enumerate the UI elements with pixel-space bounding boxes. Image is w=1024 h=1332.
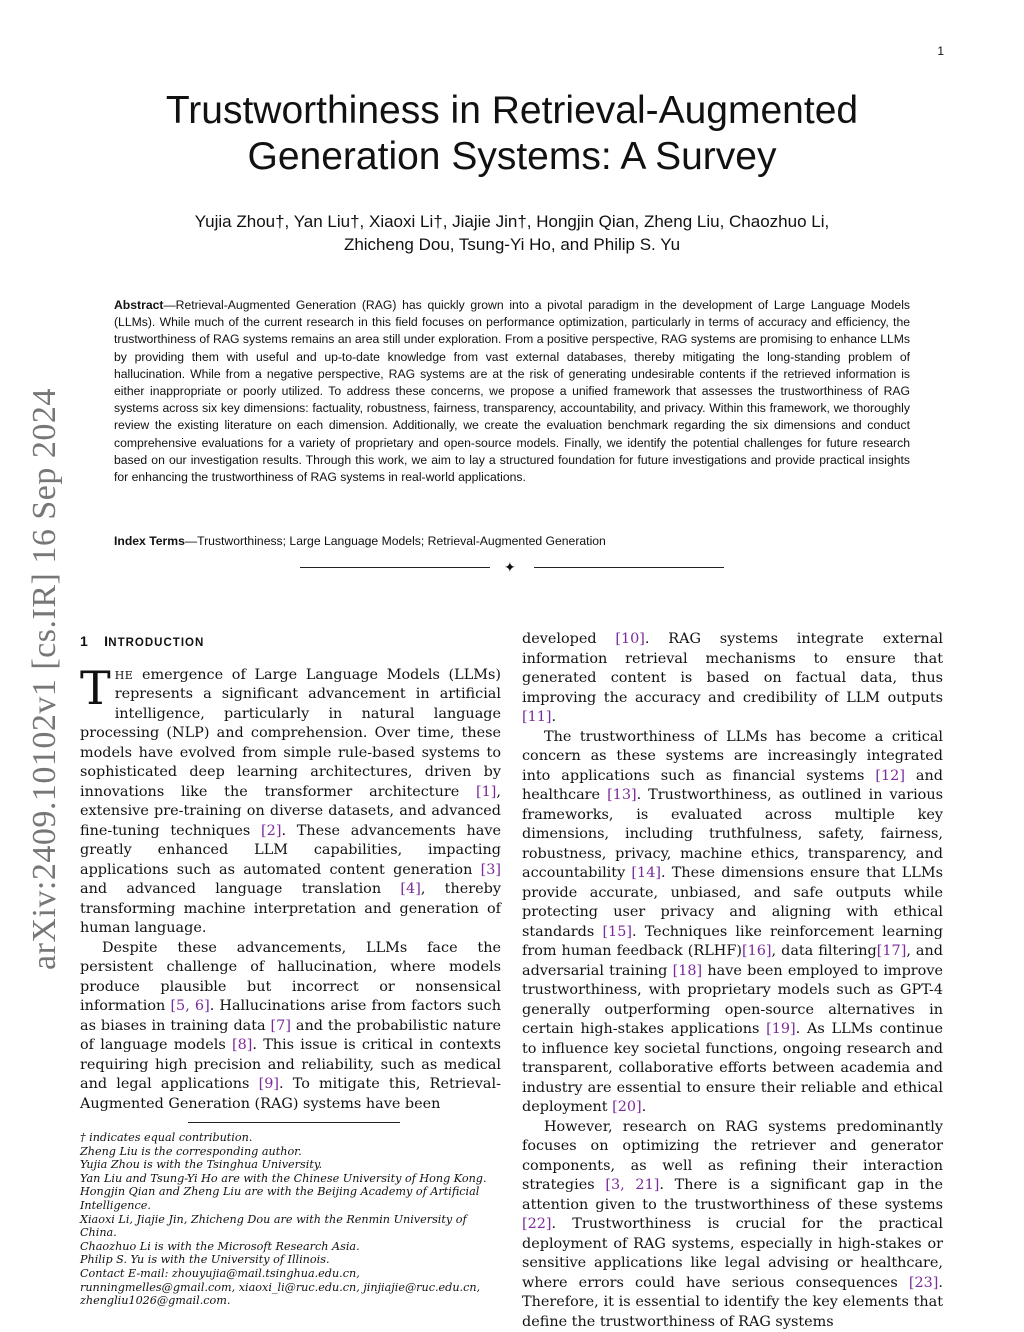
citation-link[interactable]: [12] — [875, 768, 905, 784]
abstract-text: —Retrieval-Augmented Generation (RAG) has quickly grown into a pivotal paradigm in the development of Large Language Models (LLMs). While much of the current research in this field focuses on performance optimization, particularly in terms of accuracy and efficiency, the trustworthiness of RAG systems remains an area still under exploration. From a positive perspective, RAG systems are promising to enhance LLMs by providing them with useful and up-to-date knowledge from vast external databases, thereby mitigating the long-standing problem of hallucination. While from a negative perspective, RAG systems are at the risk of generating undesirable contents if the retrieved information is either inappropriate or poorly utilized. To address these concerns, we propose a unified framework that assesses the trustworthiness of RAG systems across six key dimensions: factuality, robustness, fairness, transparency, accountability, and privacy. Within this framework, we thoroughly review the existing literature on each dimension. Additionally, we create the evaluation benchmark regarding the six dimensions and conduct comprehensive evaluations for a variety of proprietary and open-source models. Finally, we identify the potential challenges for future research based on our investigation results. Through this work, we aim to lay a structured foundation for future investigations and provide practical insights for enhancing the trustworthiness of RAG systems in real-world applications. — [114, 298, 910, 484]
citation-link[interactable]: [20] — [612, 1099, 642, 1115]
text-span: . — [552, 709, 557, 725]
footnote: Yujia Zhou is with the Tsinghua University. — [80, 1158, 501, 1172]
citation-link[interactable]: [19] — [766, 1021, 796, 1037]
citation-link[interactable]: [3] — [481, 862, 501, 878]
text-span: . To mitigate this, Retrieval-Augmented Generation (RAG) systems have been — [80, 1076, 501, 1112]
citation-link[interactable]: [22] — [522, 1216, 552, 1232]
text-span: . Trustworthiness is crucial for the practical deployment of RAG systems, especially in high-stakes or sensitive applications like legal advising or healthcare, where errors could have serious consequences — [522, 1216, 943, 1291]
text-span: emergence of Large Language Models (LLMs) represents a significant advancement in artificial intelligence, particularly in natural language processing (NLP) and comprehension. Over time, these models have evolved from simple rule-based systems to sophisticated deep learning architectures, driven by innovations like the transformer architecture — [80, 667, 501, 800]
text-span: developed — [522, 631, 615, 647]
text-span: The trustworthiness of LLMs has become a critical concern as these systems are increasingly integrated into applications such as financial systems — [522, 729, 943, 784]
citation-link[interactable]: [11] — [522, 709, 552, 725]
citation-link[interactable]: [14] — [631, 865, 661, 881]
citation-link[interactable]: [7] — [271, 1018, 291, 1034]
smallcaps-start: HE — [115, 669, 134, 682]
text-span: . Therefore, it is essential to identify the key elements that define the trustworthiness of RAG systems — [522, 1275, 943, 1330]
citation-link[interactable]: [9] — [259, 1076, 279, 1092]
index-terms-text: —Trustworthiness; Large Language Models; Retrieval-Augmented Generation — [185, 534, 606, 548]
authors-line-1: Yujia Zhou†, Yan Liu†, Xiaoxi Li†, Jiajie Jin†, Hongjin Qian, Zheng Liu, Chaozhuo Li, — [195, 212, 829, 231]
text-span: However, research on RAG systems predominantly focuses on optimizing the retriever and generator components, as well as refining their interaction strategies — [522, 1119, 943, 1194]
footnote-contact: Contact E-mail: zhouyujia@mail.tsinghua.edu.cn, runningmelles@gmail.com, xiaoxi_li@ruc.edu.cn, jinjiajie@ruc.edu.cn, zhengliu1026@gmail.com. — [80, 1267, 501, 1308]
right-column — [522, 630, 943, 1332]
text-span: and advanced language translation — [80, 881, 400, 897]
footnotes — [80, 1131, 501, 1308]
footnote: Yan Liu and Tsung-Yi Ho are with the Chinese University of Hong Kong. — [80, 1172, 501, 1186]
authors-line-2: Zhicheng Dou, Tsung-Yi Ho, and Philip S. Yu — [344, 235, 680, 254]
citation-link[interactable]: [23] — [909, 1275, 939, 1291]
text-span: . These dimensions ensure that LLMs provide accurate, unbiased, and safe outputs while protecting user privacy and aligning with ethical standards — [522, 865, 943, 940]
divider-diamond-icon: ✦ — [504, 560, 516, 576]
title-line-2: Generation Systems: A Survey — [248, 135, 777, 178]
text-span: , and adversarial training — [522, 943, 943, 979]
text-span: . Hallucinations arise from factors such as biases in training data — [80, 998, 501, 1034]
text-span: have been employed to improve trustworthiness, with proprietary models such as GPT-4 generally outperforming open-source alternatives in certain high-stakes applications — [522, 963, 943, 1038]
text-span: Despite these advancements, LLMs face the persistent challenge of hallucination, where models produce plausible but incorrect or nonsensical information — [80, 940, 501, 1015]
intro-paragraph-4 — [522, 728, 943, 1118]
footnote: Zheng Liu is the corresponding author. — [80, 1145, 501, 1159]
citation-link[interactable]: [8] — [232, 1037, 252, 1053]
footnote: † indicates equal contribution. — [80, 1131, 501, 1145]
section-number: 1 — [80, 633, 88, 649]
citation-link[interactable]: [10] — [615, 631, 645, 647]
abstract-label: Abstract — [114, 298, 163, 312]
intro-paragraph-2 — [80, 939, 501, 1115]
citation-link[interactable]: [13] — [607, 787, 637, 803]
text-span: . Techniques like reinforcement learning from human feedback (RLHF) — [522, 924, 943, 960]
footnote: Hongjin Qian and Zheng Liu are with the Beijing Academy of Artificial Intelligence. — [80, 1185, 501, 1212]
title-line-1: Trustworthiness in Retrieval-Augmented — [166, 89, 858, 132]
citation-link[interactable]: [18] — [673, 963, 703, 979]
index-terms — [114, 533, 910, 550]
section-divider — [300, 560, 724, 576]
text-span: . As LLMs continue to influence key societal functions, ongoing research and transparent, collaborative efforts between academia and industry are essential to ensure their reliable and ethical deployment — [522, 1021, 943, 1115]
section-heading-introduction — [80, 632, 501, 654]
section-title-rest: NTRODUCTION — [108, 637, 204, 649]
footnote-rule — [188, 1122, 400, 1123]
page-number: 1 — [937, 44, 944, 58]
citation-link[interactable]: [2] — [261, 823, 281, 839]
left-column — [80, 630, 501, 1308]
drop-cap: T — [80, 670, 111, 706]
intro-paragraph-1 — [80, 666, 501, 939]
text-span: and healthcare — [522, 768, 943, 804]
text-span: . RAG systems integrate external information retrieval mechanisms to ensure that generated content is based on factual data, thus improving the accuracy and credibility of LLM outputs — [522, 631, 943, 706]
citation-link[interactable]: [1] — [476, 784, 496, 800]
citation-link[interactable]: [16] — [742, 943, 772, 959]
footnote: Xiaoxi Li, Jiajie Jin, Zhicheng Dou are with the Renmin University of China. — [80, 1213, 501, 1240]
text-span: . This issue is critical in contexts requiring high precision and reliability, such as medical and legal applications — [80, 1037, 501, 1092]
intro-paragraph-3 — [522, 630, 943, 728]
section-title-initial: I — [104, 633, 108, 649]
text-span: . These advancements have greatly enhanced LLM capabilities, impacting applications such as automated content generation — [80, 823, 501, 878]
text-span: , data filtering — [772, 943, 877, 959]
index-terms-label: Index Terms — [114, 534, 185, 548]
citation-link[interactable]: [15] — [602, 924, 632, 940]
divider-line-left — [300, 567, 490, 568]
text-span: , extensive pre-training on diverse datasets, and advanced fine-tuning techniques — [80, 784, 501, 839]
abstract — [114, 297, 910, 486]
citation-link[interactable]: [4] — [400, 881, 420, 897]
intro-paragraph-5 — [522, 1118, 943, 1332]
footnote: Chaozhuo Li is with the Microsoft Research Asia. — [80, 1240, 501, 1254]
text-span: , thereby transforming machine interpretation and generation of human language. — [80, 881, 501, 936]
citation-link[interactable]: [3, 21] — [605, 1177, 659, 1193]
text-span: . — [642, 1099, 647, 1115]
author-list — [140, 210, 884, 256]
citation-link[interactable]: [5, 6] — [170, 998, 209, 1014]
citation-link[interactable]: [17] — [877, 943, 907, 959]
divider-line-right — [534, 567, 724, 568]
text-span: and the probabilistic nature of language models — [80, 1018, 501, 1054]
text-span: . Trustworthiness, as outlined in various frameworks, is evaluated across multiple key dimensions, including truthfulness, safety, fairness, robustness, privacy, machine ethics, transparency, and accountability — [522, 787, 943, 881]
text-span: . There is a significant gap in the attention given to the trustworthiness of these systems — [522, 1177, 943, 1213]
paper-title — [80, 88, 944, 180]
footnote: Philip S. Yu is with the University of Illinois. — [80, 1253, 501, 1267]
arxiv-identifier-stamp[interactable]: arXiv:2409.10102v1 [cs.IR] 16 Sep 2024 — [26, 388, 64, 970]
